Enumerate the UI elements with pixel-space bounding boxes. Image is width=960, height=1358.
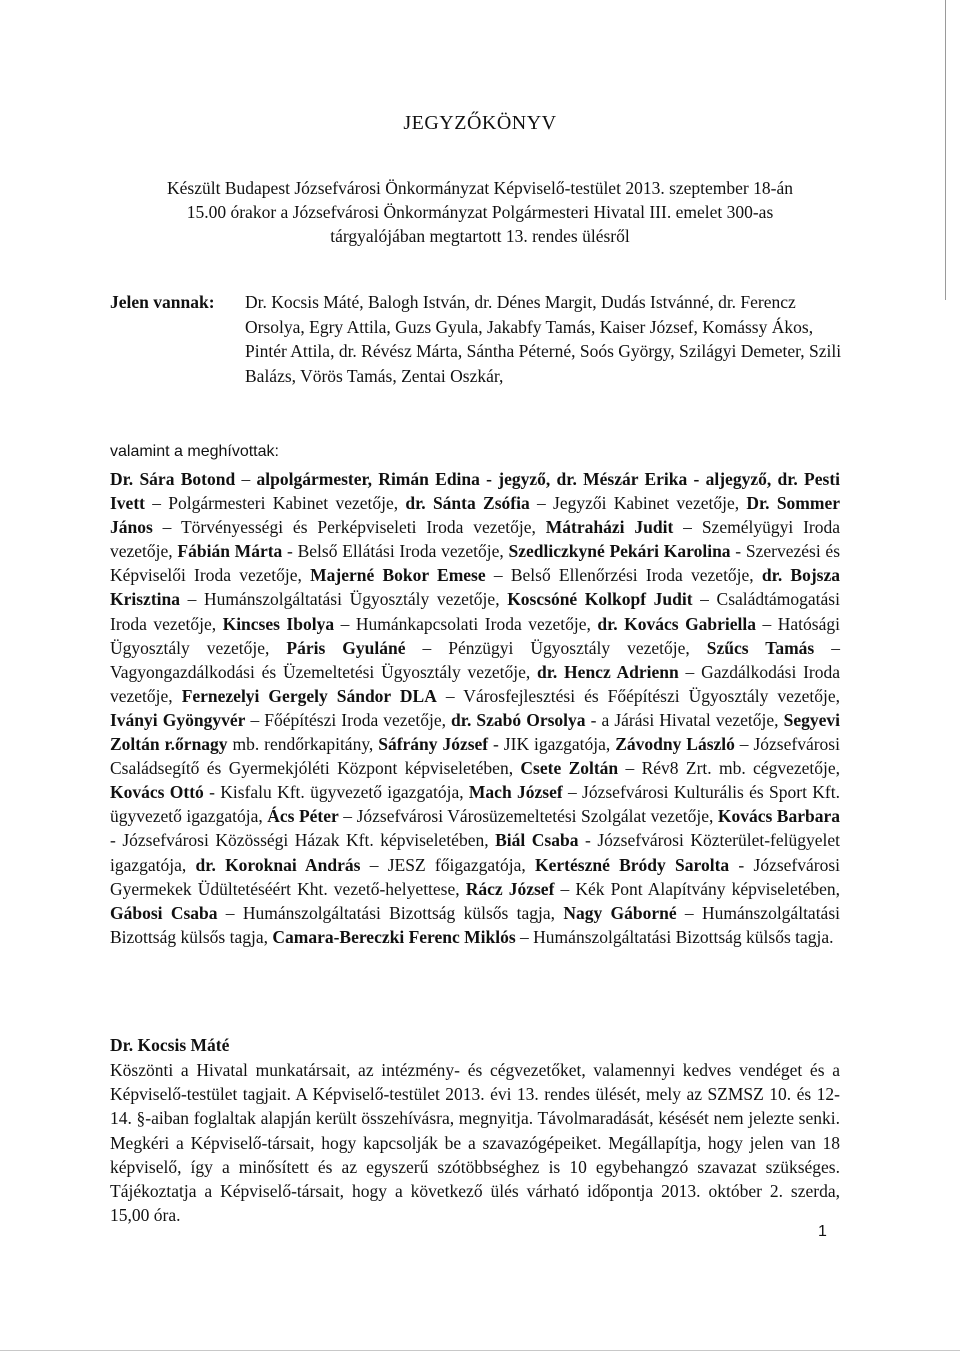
speech-paragraph: Köszönti a Hivatal munkatársait, az intézmény- és cégvezetőket, valamennyi kedves vendéget és a Képviselő-testület tagjait. A Képviselő-testület 2013. évi 13. rendes ülését, mely az SZMSZ 10. és 12-14. §-aiban foglaltak alapján került összehívásra, megnyitja. Távolmaradását, késését nem jelezte senki. Megkéri a Képviselő-társait, hogy kapcsolják be a szavazógépeiket. Megállapítja, hogy jelen van 18 képviselő, így a minősített és az egyszerű szótöbbséghez is 10 egybehangzó szavazat szükséges. Tájékoztatja a Képviselő-társait, hogy a következő ülés várható időpontja 2013. október 2. szerda, 15,00 óra. xyxy=(110,1060,840,1226)
invited-person-name: Závodny László xyxy=(615,734,735,755)
invited-label: valamint a meghívottak: xyxy=(110,443,279,460)
invited-person-name: Kovács Barbara xyxy=(717,806,841,827)
invited-person-name: Fábián Márta xyxy=(177,541,283,562)
invited-person-name: Kovács Ottó xyxy=(110,782,204,803)
invited-role-text: – Városfejlesztési és Főépítészi Ügyosztály vezetője, xyxy=(436,685,841,706)
document-title: JEGYZŐKÖNYV xyxy=(403,112,557,134)
invited-role-text: – Humánkapcsolati Iroda vezetője, xyxy=(334,613,598,634)
invited-person-name: Gábosi Csaba xyxy=(110,902,218,923)
invited-person-name: dr. Sánta Zsófia xyxy=(405,493,530,514)
present-names: Dr. Kocsis Máté, Balogh István, dr. Dénes Margit, Dudás Istvánné, dr. Ferencz Orsolya, Egry Attila, Guzs Gyula, Jakabfy Tamás, Kaiser József, Komássy Ákos, Pintér Attila, dr. Révész Márta, Sántha Péterné, Soós György, Szilágyi Demeter, Szili Balázs, Vörös Tamás, Zentai Oszkár, xyxy=(245,292,842,386)
invited-role-text: – Vagyongazdálkodási és Üzemeltetési Ügyosztály vezetője, xyxy=(110,637,840,682)
invited-person-name: Iványi Gyöngyvér xyxy=(110,709,246,730)
invited-person-name: Koscsóné Kolkopf Judit xyxy=(507,589,693,610)
invited-role-text: – Polgármesteri Kabinet vezetője, xyxy=(144,493,406,514)
invited-list xyxy=(110,467,840,949)
invited-role-text: - Józsefvárosi Közterület-felügyelet igazgatója, xyxy=(110,830,841,875)
invited-role-text: – xyxy=(235,469,257,489)
invited-role-text: – Humánszolgáltatási Bizottság külsős tagja, xyxy=(110,902,840,947)
scan-edge-line xyxy=(945,0,946,300)
invited-person-name: Mátraházi Judit xyxy=(545,517,674,538)
invited-role-text: – Hatósági Ügyosztály vezetője, xyxy=(110,613,840,658)
intro-paragraph xyxy=(110,176,850,248)
invited-person-name: Majerné Bokor Emese xyxy=(310,565,486,586)
invited-person-name: Kertészné Bródy Sarolta xyxy=(535,854,730,875)
invited-role-text: – Józsefvárosi Családsegítő és Gyermekjóléti Központ képviseletében, xyxy=(110,734,840,779)
invited-role-text: – Józsefvárosi Kulturális és Sport Kft. ügyvezető igazgatója, xyxy=(110,782,840,827)
invited-person-name: dr. Kovács Gabriella xyxy=(597,613,757,634)
invited-role-text: – Jegyzői Kabinet vezetője, xyxy=(529,493,747,514)
intro-line: tárgyalójában megtartott 13. rendes ülésről xyxy=(330,226,630,246)
page-number: 1 xyxy=(818,1223,827,1240)
invited-role-text: – JESZ főigazgatója, xyxy=(360,854,536,875)
invited-person-name: Camara-Bereczki Ferenc Miklós xyxy=(272,926,516,947)
invited-role-text: – Gazdálkodási Iroda vezetője, xyxy=(110,661,841,706)
invited-role-text: – Pénzügyi Ügyosztály vezetője, xyxy=(405,637,707,658)
invited-role-text: – Kék Pont Alapítvány képviseletében, xyxy=(554,878,840,899)
invited-person-name: Szűcs Tamás xyxy=(706,637,815,658)
invited-role-text: – Főépítészi Iroda vezetője, xyxy=(245,709,452,730)
invited-person-name: Fernezelyi Gergely Sándor DLA xyxy=(181,685,437,706)
invited-person-name: Mach József xyxy=(468,782,563,803)
invited-person-name: dr. Hencz Adrienn xyxy=(537,661,679,682)
invited-role-text: - a Járási Hivatal vezetője, xyxy=(585,709,784,730)
invited-person-name: Szedliczkyné Pekári Karolina xyxy=(508,541,731,562)
invited-person-name: Biál Csaba xyxy=(495,830,579,851)
invited-person-name: dr. Szabó Orsolya xyxy=(451,709,586,730)
speaker-name: Dr. Kocsis Máté xyxy=(110,1035,230,1055)
invited-role-text: – Józsefvárosi Városüzemeltetési Szolgálat vezetője, xyxy=(338,806,718,827)
invited-role-text: - Kisfalu Kft. ügyvezető igazgatója, xyxy=(203,782,469,803)
scan-bottom-line xyxy=(0,1350,960,1351)
invited-person-name: alpolgármester, Rimán Edina - jegyző, dr. Mészár Erika - aljegyző, dr. Pesti Ivett xyxy=(110,469,841,514)
invited-role-text: – Családtámogatási Iroda vezetője, xyxy=(110,589,840,634)
invited-role-text: – Személyügyi Iroda vezetője, xyxy=(110,517,840,562)
present-label: Jelen vannak: xyxy=(110,292,215,312)
invited-person-name: Csete Zoltán xyxy=(520,758,619,779)
invited-role-text: - Józsefvárosi Közösségi Házak Kft. képviseletében, xyxy=(110,830,496,851)
intro-line: 15.00 órakor a Józsefvárosi Önkormányzat Polgármesteri Hivatal III. emelet 300-as xyxy=(186,202,774,222)
invited-role-text: - Józsefvárosi Gyermekek Üdültetéséért Kht. vezető-helyettese, xyxy=(110,854,841,899)
invited-person-name: Sáfrány József xyxy=(378,734,489,755)
invited-person-name: Dr. Sommer János xyxy=(110,493,841,538)
invited-role-text: - Belső Ellátási Iroda vezetője, xyxy=(282,541,509,562)
invited-person-name: dr. Bojsza Krisztina xyxy=(110,565,840,610)
invited-role-text: - Szervezési és Képviselői Iroda vezetője, xyxy=(110,541,841,586)
invited-role-text: – Humánszolgáltatási Ügyosztály vezetője, xyxy=(180,589,508,610)
invited-role-text: – Belső Ellenőrzési Iroda vezetője, xyxy=(485,565,762,586)
invited-person-name: Kincses Ibolya xyxy=(222,613,335,634)
invited-role-text: – Humánszolgáltatási Bizottság külsős tagja. xyxy=(515,926,834,947)
invited-person-name: Ács Péter xyxy=(267,806,339,827)
invited-person-name: Páris Gyuláné xyxy=(286,637,406,658)
invited-role-text: – Törvényességi és Perképviseleti Iroda vezetője, xyxy=(152,517,546,538)
invited-role-text: – Humánszolgáltatási Bizottság külsős tagja, xyxy=(217,902,564,923)
invited-person-name: Rácz József xyxy=(465,878,555,899)
invited-role-text: - JIK igazgatója, xyxy=(488,734,616,755)
present-section xyxy=(110,290,850,388)
invited-role-text: mb. rendőrkapitány, xyxy=(227,734,379,755)
invited-person-name: Nagy Gáborné xyxy=(563,902,677,923)
invited-role-text: – Rév8 Zrt. mb. cégvezetője, xyxy=(618,758,841,779)
intro-line: Készült Budapest Józsefvárosi Önkormányzat Képviselő-testület 2013. szeptember 18-án xyxy=(167,178,793,198)
invited-person-name: Dr. Sára Botond xyxy=(110,469,236,489)
invited-person-name: dr. Koroknai András xyxy=(195,854,361,875)
invited-person-name: Segyevi Zoltán r.őrnagy xyxy=(110,709,840,755)
